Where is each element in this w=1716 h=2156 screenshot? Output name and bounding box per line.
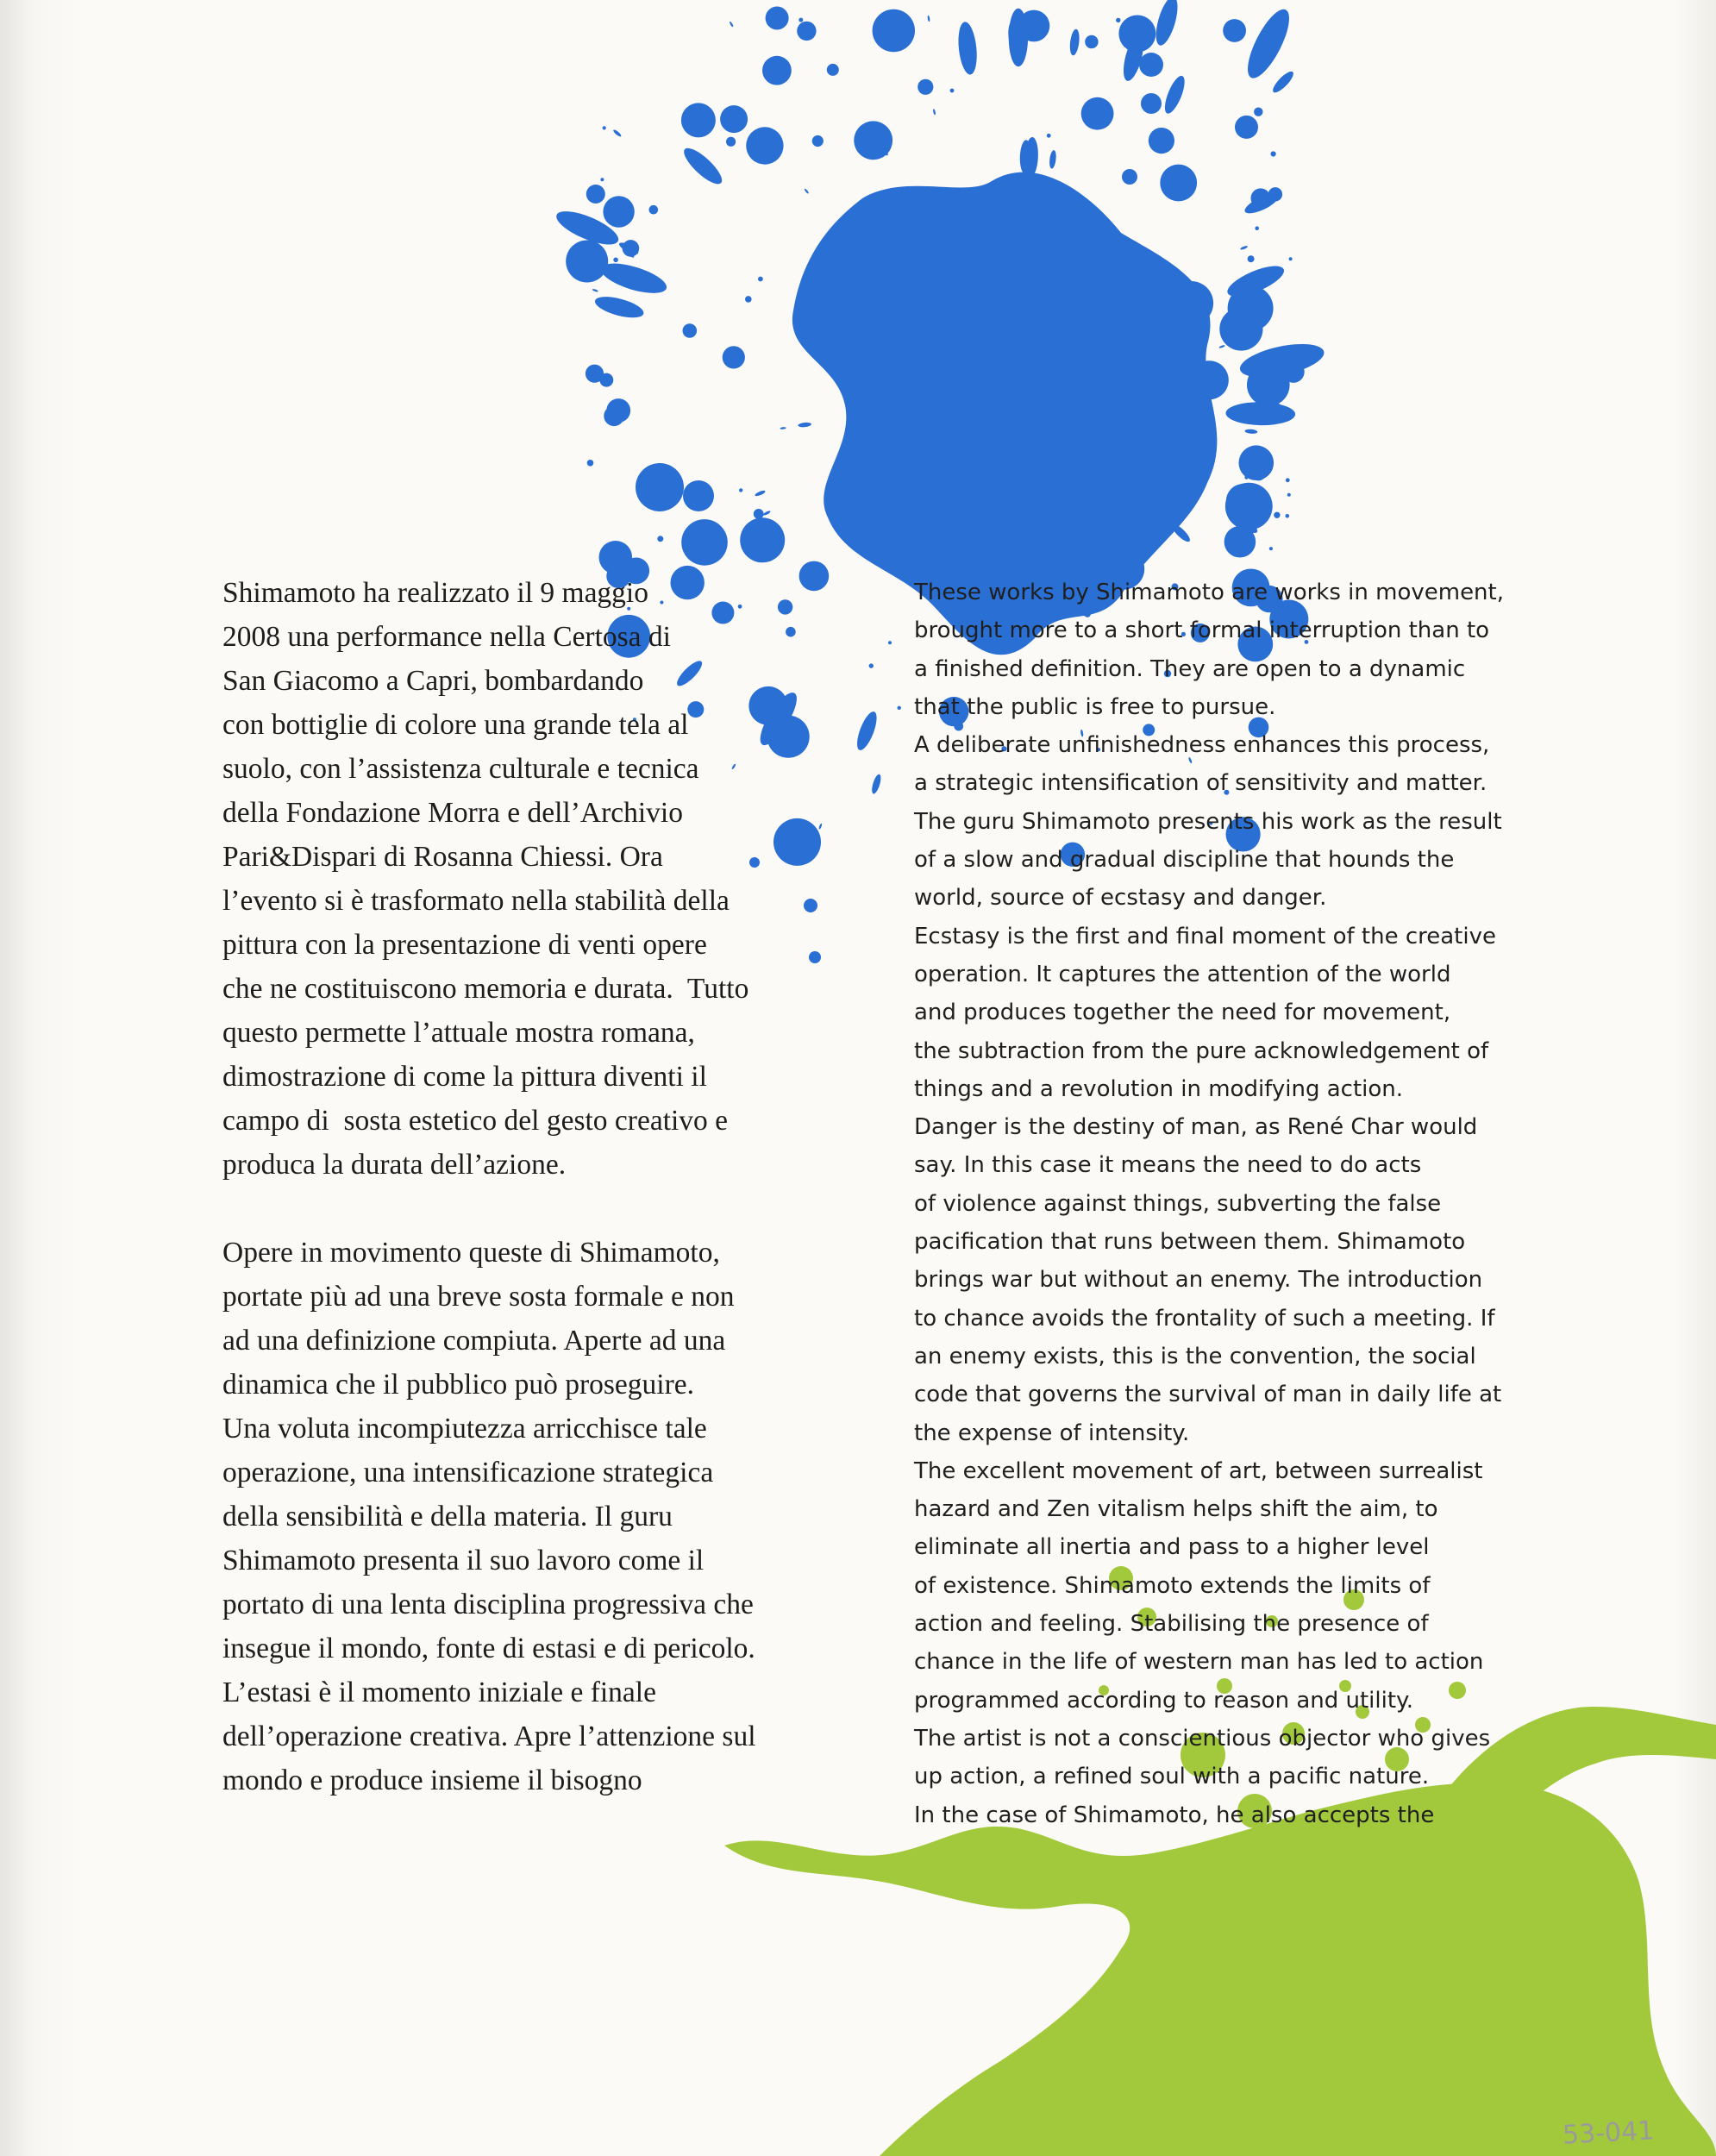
italian-text-line: con bottiglie di colore una grande tela al [222,709,689,741]
blue-splash-drop [984,555,990,561]
blue-splash-drop [587,460,594,467]
blue-splash-drop [799,322,813,336]
blue-splash-drop [1240,245,1249,250]
blue-splash-drop [746,127,783,164]
blue-splash-drop [804,188,809,194]
english-text-line: the expense of intensity. [914,1420,1190,1446]
english-text-line: action and feeling. Stabilising the presence of [914,1611,1429,1638]
blue-splash-drop [681,103,716,137]
green-splash-streak [1651,1725,1716,1735]
blue-splash-drop [1235,116,1258,139]
italian-text-line: suolo, con l’assistenza culturale e tecnica [222,753,699,785]
english-text-line: Ecstasy is the first and final moment of the creative [914,923,1496,950]
blue-splash-drop [1287,493,1291,497]
blue-splash-drop [1139,53,1163,77]
blue-splash-drop [726,137,736,147]
blue-splash-drop [1225,402,1295,426]
blue-splash-drop [798,422,811,428]
blue-splash-drop [1161,73,1188,116]
italian-text-line: dell’operazione creativa. Apre l’attenzione sul [222,1720,756,1752]
english-text-line: Danger is the destiny of man, as René Char would [914,1114,1478,1141]
blue-splash-drop [603,196,634,227]
blue-splash-drop [740,517,785,562]
blue-splash-drop [754,509,764,519]
blue-splash-drop [843,304,882,342]
blue-splash-drop [917,79,933,95]
italian-text-line: San Giacomo a Capri, bombardando [222,665,644,697]
blue-splash-drop [1190,360,1229,399]
english-text-line: the subtraction from the pure acknowledgement of [914,1037,1489,1064]
blue-splash-drop [889,466,893,470]
blue-splash-drop [1053,184,1057,188]
italian-text-line: Una voluta incompiutezza arricchisce tale [222,1413,707,1445]
english-text-line: eliminate all inertia and pass to a higher level [914,1534,1430,1561]
blue-splash-drop [1085,35,1098,48]
italian-text-line: ad una definizione compiuta. Aperte ad una [222,1325,726,1357]
english-text-line: brings war but without an enemy. The introduction [914,1267,1483,1294]
blue-splash-drop [604,406,624,427]
blue-splash-drop [1286,478,1290,482]
blue-splash-drop [680,143,727,189]
blue-splash-drop [1049,150,1057,169]
blue-splash-drop [613,258,618,263]
italian-text-column [222,571,843,1802]
english-text-column [914,573,1535,1834]
blue-splash-drop [797,22,816,41]
blue-splash-drop [1117,482,1120,486]
blue-splash-drop [1141,93,1162,114]
english-text-line: programmed according to reason and utility. [914,1687,1413,1714]
blue-splash-drop [1248,255,1255,262]
blue-splash-drop [898,706,901,710]
paragraph-gap [222,1187,843,1231]
blue-splash-drop [840,364,849,373]
english-text-line: The guru Shimamoto presents his work as the result [914,808,1502,835]
english-text-line: These works by Shimamoto are works in movement, [914,580,1504,605]
blue-splash-drop [927,16,930,22]
blue-splash-drop [590,371,599,380]
blue-splash-drop [1039,222,1067,249]
green-splash-body [724,1783,1716,2156]
english-text-line: things and a revolution in modifying action. [914,1075,1404,1102]
blue-splash-drop [907,332,943,367]
blue-splash-drop [1167,300,1172,305]
blue-splash-drop [683,323,698,338]
blue-splash-drop [1015,279,1019,283]
blue-splash-drop [566,241,608,283]
english-text-line: operation. It captures the attention of the world [914,961,1451,987]
blue-splash-drop [1160,165,1197,202]
blue-splash-drop [1219,307,1262,350]
blue-splash-drop [1169,281,1213,325]
italian-text-line: Shimamoto ha realizzato il 9 maggio [222,577,648,609]
blue-splash-drop [1116,18,1120,22]
blue-splash-drop [899,487,914,502]
blue-splash-drop [766,7,789,30]
english-text-line: chance in the life of western man has led to action [914,1649,1484,1676]
italian-text-line: della sensibilità e della materia. Il guru [222,1501,673,1532]
blue-splash-drop [902,225,910,233]
blue-splash-drop [599,541,633,574]
green-splash-drop [1599,1883,1644,1928]
english-text-line: of existence. Shimamoto extends the limits of [914,1572,1431,1599]
english-text-line: a strategic intensification of sensitivity and matter. [914,770,1487,797]
blue-splash-drop [1071,313,1100,342]
english-text-line: up action, a refined soul with a pacific nature. [914,1764,1430,1790]
blue-splash-drop [745,296,752,303]
blue-splash-drop [886,352,911,376]
blue-splash-drop [1258,467,1268,477]
english-text-line: A deliberate unfinishedness enhances this process, [914,732,1490,759]
blue-splash-drop [649,205,659,215]
english-text-line: code that governs the survival of man in daily life at [914,1382,1502,1408]
italian-text-line: campo di sosta estetico del gesto creativo e [222,1105,729,1137]
blue-splash-drop [1152,0,1182,47]
blue-splash-drop [1179,425,1211,457]
blue-splash-drop [1240,4,1297,84]
blue-splash-drop [586,185,605,204]
blue-splash-drop [1047,134,1051,138]
blue-splash-drop [1270,69,1296,96]
italian-text-line: produca la durata dell’azione. [222,1149,567,1181]
blue-splash-drop [958,537,961,541]
english-text-line: of a slow and gradual discipline that hounds the [914,847,1455,874]
italian-text-line: l’evento si è trasformato nella stabilità della [222,885,730,917]
blue-splash-drop [593,292,646,322]
blue-splash-drop [1274,512,1280,518]
blue-splash-drop [780,427,786,429]
italian-text-line: che ne costituiscono memoria e durata. Tutto [222,973,749,1005]
green-splash-drop [1486,1844,1524,1882]
blue-splash-drop [1244,476,1248,479]
green-splash-drop [1580,1968,1611,1999]
italian-text-line: Shimamoto presenta il suo lavoro come il [222,1545,705,1576]
blue-splash-drop [812,135,824,147]
italian-paragraph-1 [222,571,843,1187]
blue-splash-drop [877,239,881,243]
blue-splash-drop [1254,108,1262,116]
blue-splash-drop [1271,151,1276,156]
italian-text-line: portato di una lenta disciplina progressiva che [222,1589,754,1620]
english-text-line: The artist is not a conscientious objector who gives [914,1725,1491,1752]
english-text-line: say. In this case it means the need to do acts [914,1152,1422,1179]
blue-splash-drop [1282,361,1304,383]
blue-splash-drop [723,346,745,368]
english-text-line: that the public is free to pursue. [914,693,1276,720]
blue-splash-drop [720,105,748,133]
blue-splash-drop [1060,538,1065,543]
blue-splash-drop [1169,522,1192,544]
blue-splash-drop [856,379,860,383]
blue-splash-drop [799,18,803,22]
blue-splash-drop [888,641,892,644]
blue-splash-drop [1223,19,1246,42]
blue-splash-drop [854,491,857,494]
blue-splash-drop [1040,330,1043,334]
blue-splash-drop [1081,97,1114,130]
blue-splash-drop [1118,16,1155,53]
blue-splash-drop [883,329,886,332]
blue-splash-drop [657,536,663,542]
blue-splash-drop [933,109,936,116]
english-text-line: The excellent movement of art, between surrealist [914,1457,1483,1484]
english-text-line: and produces together the need for movement, [914,1000,1451,1026]
blue-splash-drop [612,128,622,137]
blue-splash-drop [603,126,606,129]
italian-text-line: operazione, una intensificazione strategica [222,1457,714,1489]
blue-splash-drop [1154,516,1157,519]
blue-splash-drop [899,459,903,463]
blue-splash-drop [830,265,851,286]
english-text-line: a finished definition. They are open to a dynamic [914,655,1466,682]
blue-splash-drop [922,496,927,501]
blue-splash-drop [1099,231,1111,242]
blue-splash-drop [950,89,955,93]
blue-splash-drop [903,421,935,453]
blue-splash-drop [873,9,915,52]
blue-splash-drop [1068,28,1080,56]
italian-text-line: questo permette l’attuale mostra romana, [222,1017,695,1049]
page-number: 53-041 [1562,2115,1656,2151]
blue-splash-drop [1243,406,1257,421]
blue-splash-drop [1244,429,1257,434]
italian-text-line: L’estasi è il momento iniziale e finale [222,1677,656,1708]
italian-text-line: dinamica che il pubblico può proseguire. [222,1369,695,1401]
blue-splash-drop [1149,128,1174,154]
italian-paragraph-2 [222,1231,843,1802]
blue-splash-drop [1083,412,1112,442]
italian-text-line: dimostrazione di come la pittura diventi il [222,1061,707,1093]
italian-text-line: Pari&Dispari di Rosanna Chiessi. Ora [222,841,663,873]
blue-splash-drop [956,21,980,75]
english-text-line: to chance avoids the frontality of such a meeting. If [914,1305,1495,1332]
blue-splash-drop [683,480,714,511]
blue-splash-drop [946,258,952,264]
italian-text-line: della Fondazione Morra e dell’Archivio [222,797,683,829]
blue-splash-drop [600,178,604,181]
blue-splash-drop [1226,484,1261,518]
english-text-line: brought more to a short formal interruption than to [914,617,1490,644]
blue-splash-drop [1269,547,1273,550]
italian-text-line: Opere in movimento queste di Shimamoto, [222,1237,720,1269]
blue-splash-drop [1255,226,1259,230]
blue-splash-drop [1218,345,1225,349]
blue-splash-drop [598,257,670,298]
blue-splash-drop [827,64,839,76]
italian-text-line: mondo e produce insieme il bisogno [222,1764,642,1796]
blue-splash-drop [762,510,771,516]
blue-splash-drop [636,463,684,511]
blue-splash-drop [930,386,936,392]
italian-text-line: insegue il mondo, fonte di estasi e di pericolo. [222,1633,755,1664]
blue-splash-drop [1044,470,1090,516]
blue-splash-drop [755,490,766,498]
blue-splash-drop [911,193,931,213]
blue-splash-drop [681,519,728,566]
blue-splash-drop [913,460,917,464]
green-splash-drop [1513,1919,1531,1936]
blue-splash-drop [729,21,734,27]
blue-splash-drop [847,425,877,455]
blue-splash-drop [762,56,792,85]
blue-splash-drop [758,277,763,282]
english-text-line: In the case of Shimamoto, he also accepts the [914,1802,1435,1828]
english-text-line: world, source of ecstasy and danger. [914,885,1327,912]
english-text-line: hazard and Zen vitalism helps shift the aim, to [914,1496,1438,1523]
italian-text-line: 2008 una performance nella Certosa di [222,621,671,653]
blue-splash-drop [1134,268,1164,298]
blue-splash-drop [1167,325,1185,343]
blue-splash-drop [853,709,880,752]
italian-text-line: portate più ad una breve sosta formale e non [222,1281,735,1313]
blue-splash-drop [934,375,943,385]
english-text-line: pacification that runs between them. Shimamoto [914,1229,1466,1256]
blue-splash-drop [869,663,874,667]
english-text-line: an enemy exists, this is the convention, the social [914,1343,1476,1369]
blue-splash-drop [592,288,599,292]
italian-text-line: pittura con la presentazione di venti opere [222,929,707,961]
blue-splash-drop [1289,257,1293,260]
blue-splash-drop [1134,481,1137,485]
blue-splash-drop [1116,337,1134,355]
blue-splash-drop [870,774,882,795]
blue-splash-drop [1122,169,1137,185]
blue-splash-drop [623,240,640,257]
blue-splash-drop [798,285,834,321]
english-text-line: of violence against things, subverting the false [914,1190,1442,1217]
blue-splash-drop [739,488,742,492]
blue-splash-drop [1286,514,1290,518]
